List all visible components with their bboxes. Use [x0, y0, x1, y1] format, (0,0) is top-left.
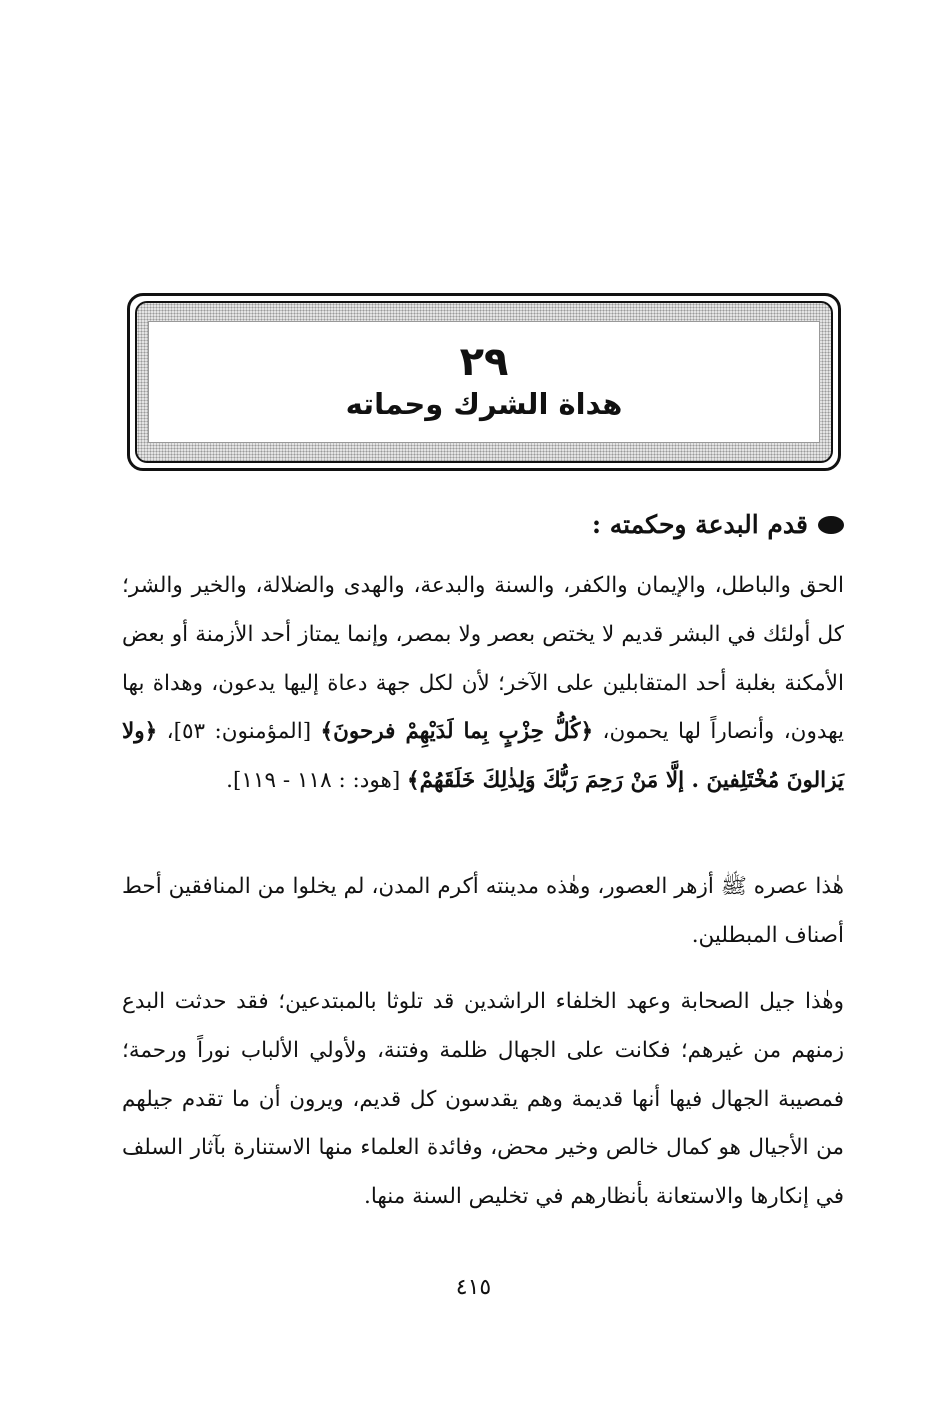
bullet-icon — [818, 516, 844, 534]
page-number: ٤١٥ — [455, 1275, 492, 1300]
chapter-number: ٢٩ — [459, 338, 509, 385]
chapter-title-panel — [148, 321, 820, 443]
quran-quote-1: ﴿كُلُّ حِزْبٍ بِما لَدَيْهِمْ فرحونَ﴾ — [320, 719, 594, 745]
frame-pattern — [135, 301, 833, 463]
paragraph-1-text: الحق والباطل، والإيمان والكفر، والسنة والبدعة، والهدى والضلالة، والخير والشر؛ كل أولئك في البشر قديم لا يختص بعصر ولا بمصر، وإنما يمتاز أحد الأزمنة أو بعض الأمكنة بغلبة أحد المتقابلين على الآخر؛ لأن لكل جهة دعاة إليها يدعون، وهداة بها يهدون، وأنصاراً لها يحمون، — [122, 573, 844, 745]
chapter-title: هداة الشرك وحماته — [345, 386, 623, 421]
chapter-title-frame — [127, 293, 841, 471]
paragraph-2: هٰذا عصره ﷺ أزهر العصور، وهٰذه مدينته أكرم المدن، لم يخلوا من المنافقين أحط أصناف المبطلين. — [122, 874, 844, 948]
quran-reference-2: [هود: : ١١٨ - ١١٩]. — [226, 768, 408, 794]
section-heading — [592, 510, 844, 539]
paragraph-3: وهٰذا جيل الصحابة وعهد الخلفاء الراشدين قد تلوثا بالمبتدعين؛ فقد حدثت البدع زمنهم من غيرهم؛ فكانت على الجهال ظلمة وفتنة، ولأولي الألباب نوراً ورحمة؛ فمصيبة الجهال فيها أنها قديمة وهم يقدسون كل قديم، ويرون أن ما تقدم جيلهم من الأجيال هو كمال خالص وخير محض، وفائدة العلماء منها الاستنارة بآثار السلف في إنكارها والاستعانة بأنظارهم في تخليص السنة منها. — [122, 989, 844, 1210]
paragraph-1 — [122, 562, 844, 806]
quran-quote-2: ﴿ولا يَزالونَ مُخْتَلِفينَ . إلَّا مَنْ رَحِمَ رَبُّكَ وَلِذٰلِكَ خَلَقَهُمْ﴾ — [122, 719, 844, 794]
quran-reference-1: [المؤمنون: ٥٣]، — [157, 719, 321, 745]
section-heading-text: قدم البدعة وحكمته : — [591, 510, 808, 539]
